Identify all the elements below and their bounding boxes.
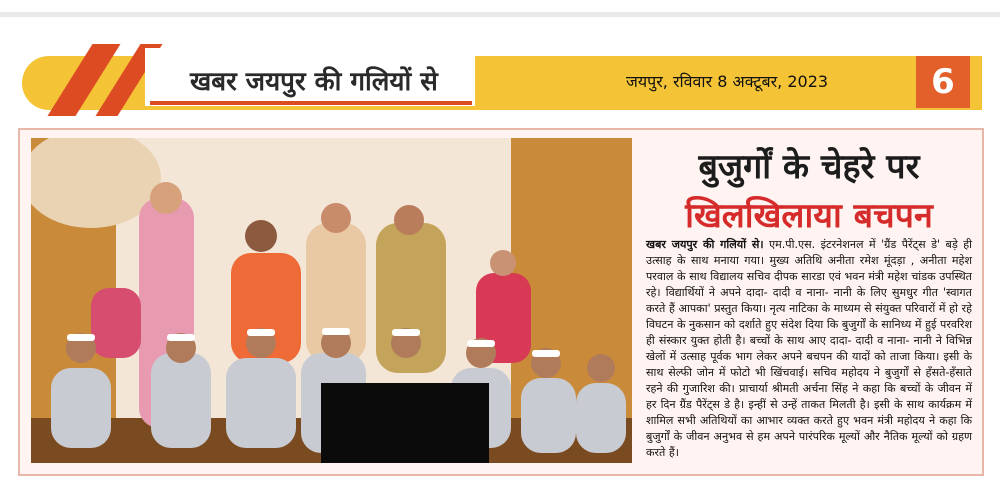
photo-icon <box>31 138 632 463</box>
section-title: खबर जयपुर की गलियों से <box>190 67 438 97</box>
top-rule <box>0 12 1000 17</box>
article-headline-line-2: खिलखिलाया बचपन <box>685 196 933 236</box>
page-number: 6 <box>916 56 970 108</box>
article-headline-line-1: बुजुर्गों के चेहरे पर <box>698 147 920 187</box>
article-body-text: एम.पी.एस. इंटरनेशनल में 'ग्रैंड पैरेंट्स डे' बड़े ही उत्साह के साथ मनाया गया। मुख्य अतिथि अनीता रमेश मूंदड़ा , अनीता महेश परवाल के साथ विद्यालय सचिव दीपक सारडा एवं भवन मंत्री महेश चांडक उपस्थित रहे। विद्यार्थियों ने अपने दादा- दादी व नाना- नानी के लिए सुमधुर गीत 'स्वागत करते हैं आपका' प्रस्तुत किया। नृत्य नाटिका के माध्यम से संयुक्त परिवारों में हो रहे विघटन के नुकसान को दर्शाते हुए संदेश दिया कि बुजुर्गों के सानिध्य में हुई परवरिश ही संस्कार युक्त होती है। बच्चों के साथ आए दादा- दादी व नाना- नानी ने विभिन्न खेलों में उत्साह पूर्वक भाग लेकर अपने बचपन की यादों को ताजा किया। इसी के साथ सेल्फी जोन में फोटो भी खिंचवाई। सचिव महोदय ने बुजुर्गों से हँसते-हँसाते रहने की गुजारिश की। प्राचार्या श्रीमती अर्चना सिंह ने कहा कि बच्चों के जीवन में हर दिन ग्रैंड पैरेंट्स डे है। इन्हीं से उन्हें ताकत मिलती है। इसी के साथ कार्यक्रम में शामिल सभी अतिथियों का आभार व्यक्त करते हुए भवन मंत्री महोदय ने कहा कि बुजुर्गों के जीवन अनुभव से हम अपने पारंपरिक मूल्यों और नैतिक मूल्यों को ग्रहण करते हैं। <box>646 238 972 459</box>
next-article-clipped <box>0 478 1000 487</box>
section-title-underline <box>150 101 472 105</box>
article-body <box>646 237 972 461</box>
dateline: जयपुर, रविवार 8 अक्टूबर, 2023 <box>626 72 829 91</box>
article-photo <box>31 138 632 463</box>
article-byline: खबर जयपुर की गलियों से। <box>646 238 764 251</box>
